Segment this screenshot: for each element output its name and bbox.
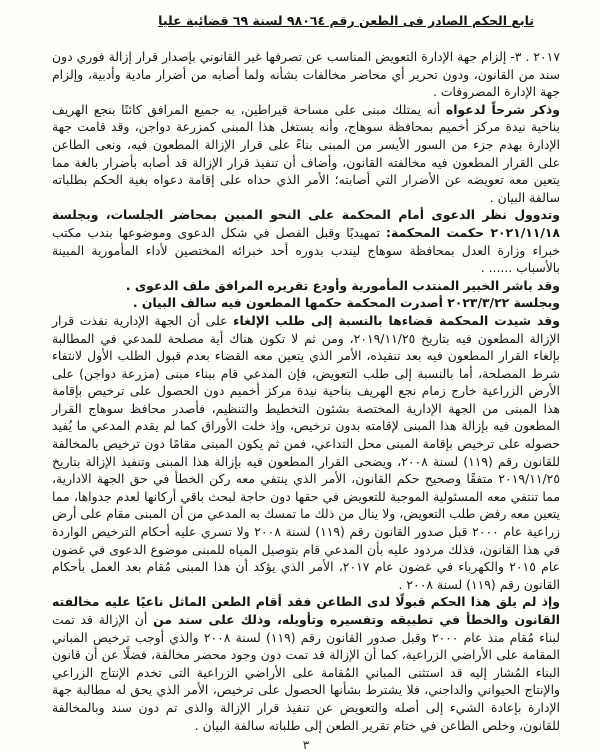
paragraph-lead: وقد شيدت المحكمة قضاءها بالنسبة إلى طلب الإلغاء (233, 312, 560, 328)
paragraph (52, 277, 560, 295)
paragraph (52, 312, 560, 594)
paragraph (52, 101, 560, 207)
paragraph (52, 206, 560, 276)
page-number: ٣ (302, 738, 310, 752)
page-title: تابع الحكم الصادر فى الطعن رقم ٩٨٠٦٤ لسنة ٦٩ قضائية عليا (158, 13, 534, 28)
paragraph (52, 48, 560, 101)
paragraph (52, 294, 560, 312)
paragraph (52, 593, 560, 734)
paragraph-lead: وذكر شرحاً لدعواه (445, 101, 560, 117)
paragraph-text: على أن الجهة الإدارية نفذت قرار الإزالة المطعون فيه بتاريخ ٢٠١٩/١١/٢٥، ومن ثم لا تكون هناك أية مصلحة للمدعي في المطالبة بإلغاء القرار المطعون فيه بعد تنفيذه، الأمر الذي يتعين معه القضاء بعدم قبول الطلب الأول لانتفاء شرط المصلحة، أما بالنسبة إلى طلب التعويض، فإن المدعي قام ببناء مبنى (مزرعة دواجن) على الأرض الزراعية خارج زمام نجع الهريف بناحية نيدة مركز أخميم دون الحصول على ترخيص بإقامة هذا المبنى من الجهة الإدارية المختصة بشئون التخطيط والتنظيم، فأصدر محافظ سوهاج القرار المطعون فيه بإزالة هذا المبنى لإقامته بدون ترخيص، وإذ خلت الأوراق كما لم يقدم المدعي ما يُفيد حصوله على ترخيص بإقامة المبنى محل التداعي، فمن ثم يكون المبنى مقامًا دون ترخيص بالمخالفة للقانون رقم (١١٩) لسنة ٢٠٠٨، ويضحى القرار المطعون فيه بإزالة هذا المبنى وتنفيذ الإزالة بتاريخ ٢٠١٩/١١/٢٥ متفقًا وصحيح حكم القانون، الأمر الذي ينتفي معه ركن الخطأ في حق الجهة الادارية، مما تنتفي معه المسئولية الموجبة للتعويض في حقها دون حاجة لبحث باقي أركانها لعدم جدواها، مما يتعين معه رفض طلب التعويض، ولا ينال من ذلك ما تمسك به المدعي من أن المبنى مقام على أرض زراعية عام ٢٠٠٠ قبل صدور القانون رقم (١١٩) لسنة ٢٠٠٨ ولا تسري عليه أحكام الترخيص الواردة في هذا القانون، فذلك مردود عليه بأن المدعي قام بتوصيل المياه للمبنى موضوع الدعوى في غضون عام ٢٠١٥ والكهرباء في غضون عام ٢٠١٧، الأمر الذي يؤكد أن هذا المبنى مُقام بعد العمل بأحكام القانون رقم (١١٩) لسنة ٢٠٠٨ . (52, 312, 560, 592)
paragraph-text: أنه يمتلك مبنى على مساحة قيراطين، به جميع المرافق كائنًا بنجع الهريف بناحية نيدة مركز أخميم بمحافظة سوهاج، وأنه يستغل هذا المبنى كمزرعة دواجن، وقد قامت جهة الإدارة بهدم جزء من السور الأيسر من المبنى بناءً على قرار الإزالة المطعون فيه، ونعى الطاعن على القرار المطعون فيه مخالفته القانون، وأضاف أن تنفيذ قرار الإزالة قد أصابه بأضرار بالغة مما يتعين معه تعويضه عن الأضرار التي أصابته؛ الأمر الذي حداه على إقامة دعواه بغية الحكم بطلباته سالفة البيان . (52, 101, 560, 205)
document-body (52, 48, 560, 734)
paragraph-text: تمهيديًا وقبل الفصل في شكل الدعوى وموضوعها بندب مكتب خبراء وزارة العدل بمحافظة سوهاج ليندب بدوره أحد خبرائه المختصين لأداء المأمورية المبينة بالأسباب ...... . (52, 224, 560, 276)
paragraph-lead: وتدوول نظر الدعوى أمام المحكمة على النحو المبين بمحاضر الجلسات، وبجلسة ٢٠٢١/١١/١٨ حكمت المحكمة: (52, 207, 560, 240)
paragraph-lead: وإذ لم يلق هذا الحكم قبولًا لدى الطاعن فقد أقام الطعن الماثل ناعيًا عليه مخالفته القانون والخطأ في تطبيقه وتفسيره وتأويله، وذلك على سند من (52, 594, 560, 627)
paragraph-text: ٢٠١٧ . ٣- إلزام جهة الإدارة التعويض المناسب عن تصرفها غير القانوني بإصدار قرار إزالة فوري دون سند من القانون، ودون تحرير أي محاضر مخالفات بشأنه ولما أصابه من أضرار مادية وأدبية، وإلزام جهة الإدارة المصروفات . (52, 49, 560, 100)
paragraph-lead: وقد باشر الخبير المنتدب المأمورية وأودع تقريره المرافق ملف الدعوى . (125, 277, 560, 293)
paragraph-text: أن الإزالة قد تمت لبناء مُقام منذ عام ٢٠٠٠ وقبل صدور القانون رقم (١١٩) لسنة ٢٠٠٨ والذي أوجب ترخيص المباني المقامة على الأراضي الزراعية، كما أن الإزالة قد تمت دون وجود محضر مخالفة، فضلًا عن أن قانون البناء المُشار إليه قد استثنى المباني المُقامة على الأراضي الزراعية التى تخدم الإنتاج الزراعي والإنتاج الحيواني والداجني، فلا يشترط بشأنها الحصول على ترخيص، الأمر الذي يحق له مطالبة جهة الإدارة بإعادة الشيء إلى أصله والتعويض عن تنفيذ قرار الإزالة والذى تم دون سند وبالمخالفة للقانون، وخلص الطاعن في ختام تقرير الطعن إلى طلباته سالفة البيان . (52, 612, 560, 733)
paragraph-lead: وبجلسة ٢٠٢٣/٣/٢٢ أصدرت المحكمة حكمها المطعون فيه سالف البيان . (132, 295, 560, 311)
